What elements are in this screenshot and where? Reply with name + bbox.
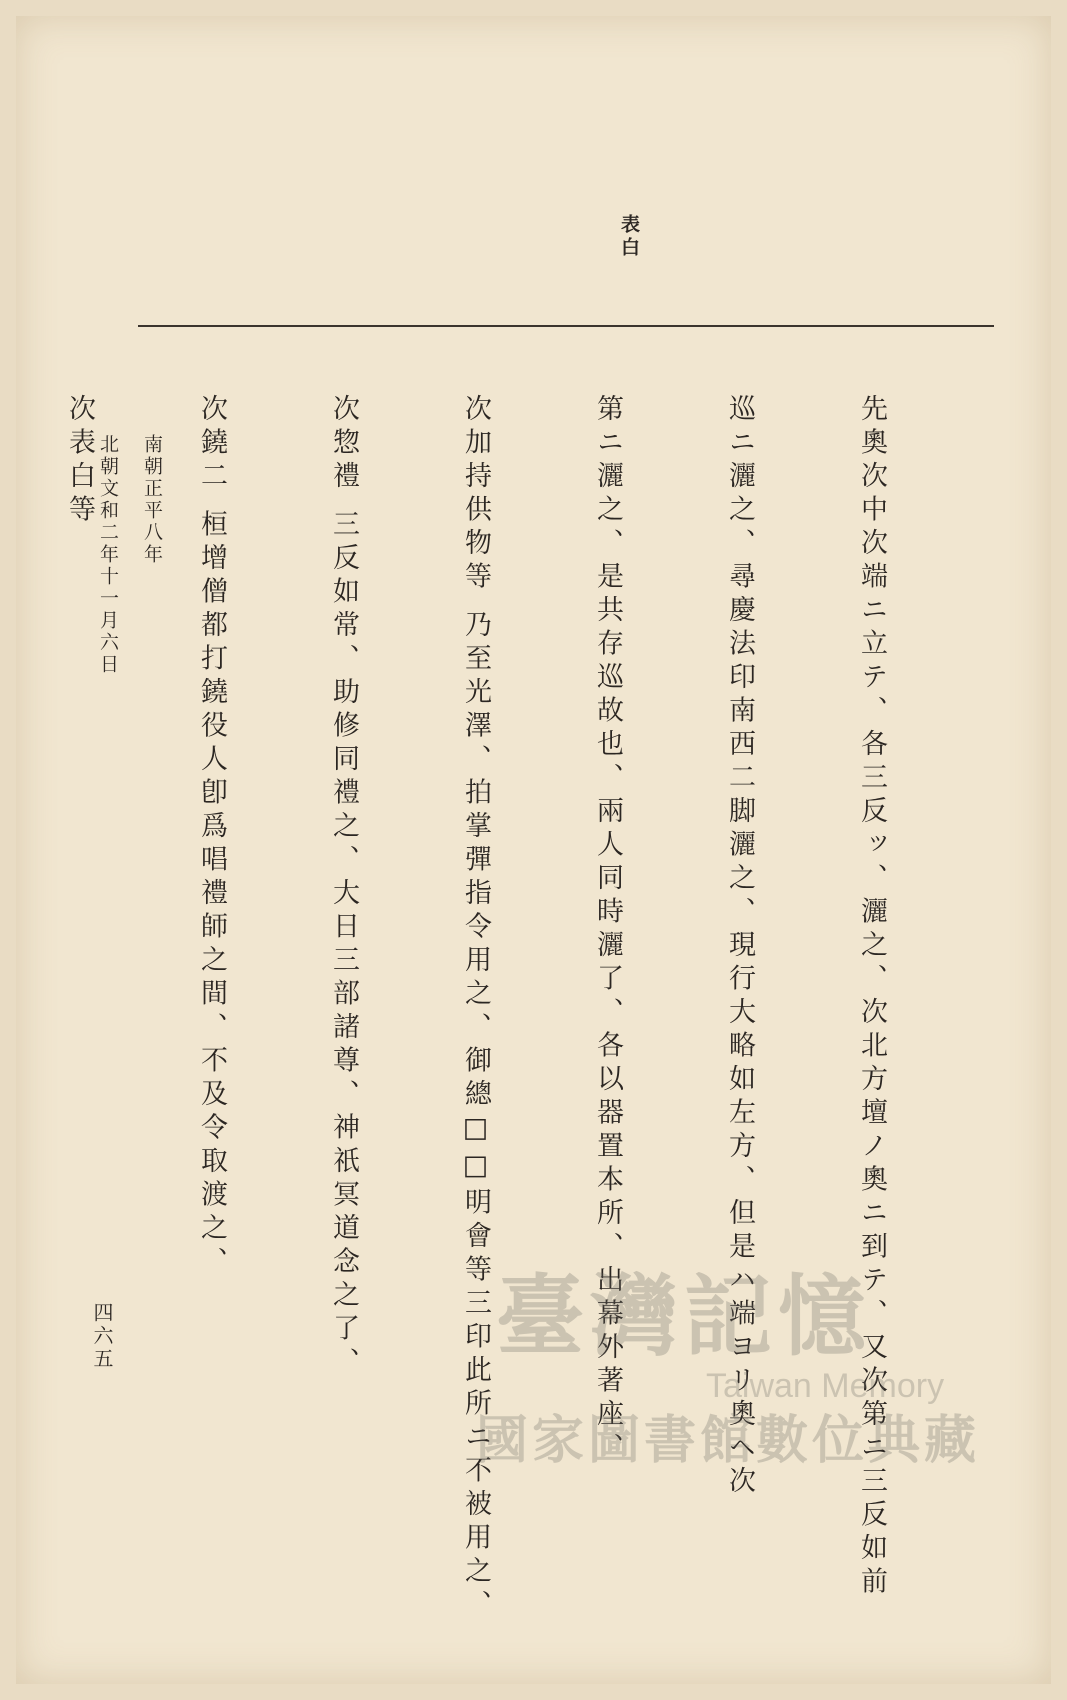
text-column: 先奧次中次端ニ立テ、各三反ッ、灑之、次北方壇ノ奧ニ到テ、又次第ニ三反如前 <box>856 394 887 1600</box>
text-column: 次惣禮 三反如常、助修同禮之、大日三部諸尊、神祇冥道念之了、 <box>328 394 359 1381</box>
southern-court-date: 南朝正平八年 <box>141 434 163 566</box>
page-number: 四六五 <box>90 1302 114 1371</box>
header-rule <box>138 325 994 327</box>
text-column: 次表白等 <box>64 394 95 528</box>
text-column: 次鐃二 桓增僧都打鐃役人卽爲唱禮師之間、不及令取渡之、 <box>196 394 227 1281</box>
text-column: 第ニ灑之、是共存巡故也、兩人同時灑了、各以器置本所、出幕外著座、 <box>592 394 623 1466</box>
watermark-english: Taiwan Memory <box>706 1367 945 1405</box>
text-column: 巡ニ灑之、尋慶法印南西二脚灑之、現行大略如左方、但是ハ端ヨリ奧ヘ次 <box>724 394 755 1500</box>
running-head: 表白 <box>618 214 640 260</box>
watermark-title: 臺灣記憶 <box>496 1264 873 1368</box>
northern-court-date: 北朝文和二年十一月六日 <box>97 434 119 676</box>
watermark-subtitle: 國家圖書館數位典藏 <box>476 1412 981 1470</box>
era-dates <box>86 434 174 676</box>
book-page <box>16 16 1051 1684</box>
watermark-logo <box>476 1266 996 1566</box>
text-column: 次加持供物等 乃至光澤、拍掌彈指令用之、御總□□明會等三印此所ニ不被用之、 <box>460 394 491 1624</box>
